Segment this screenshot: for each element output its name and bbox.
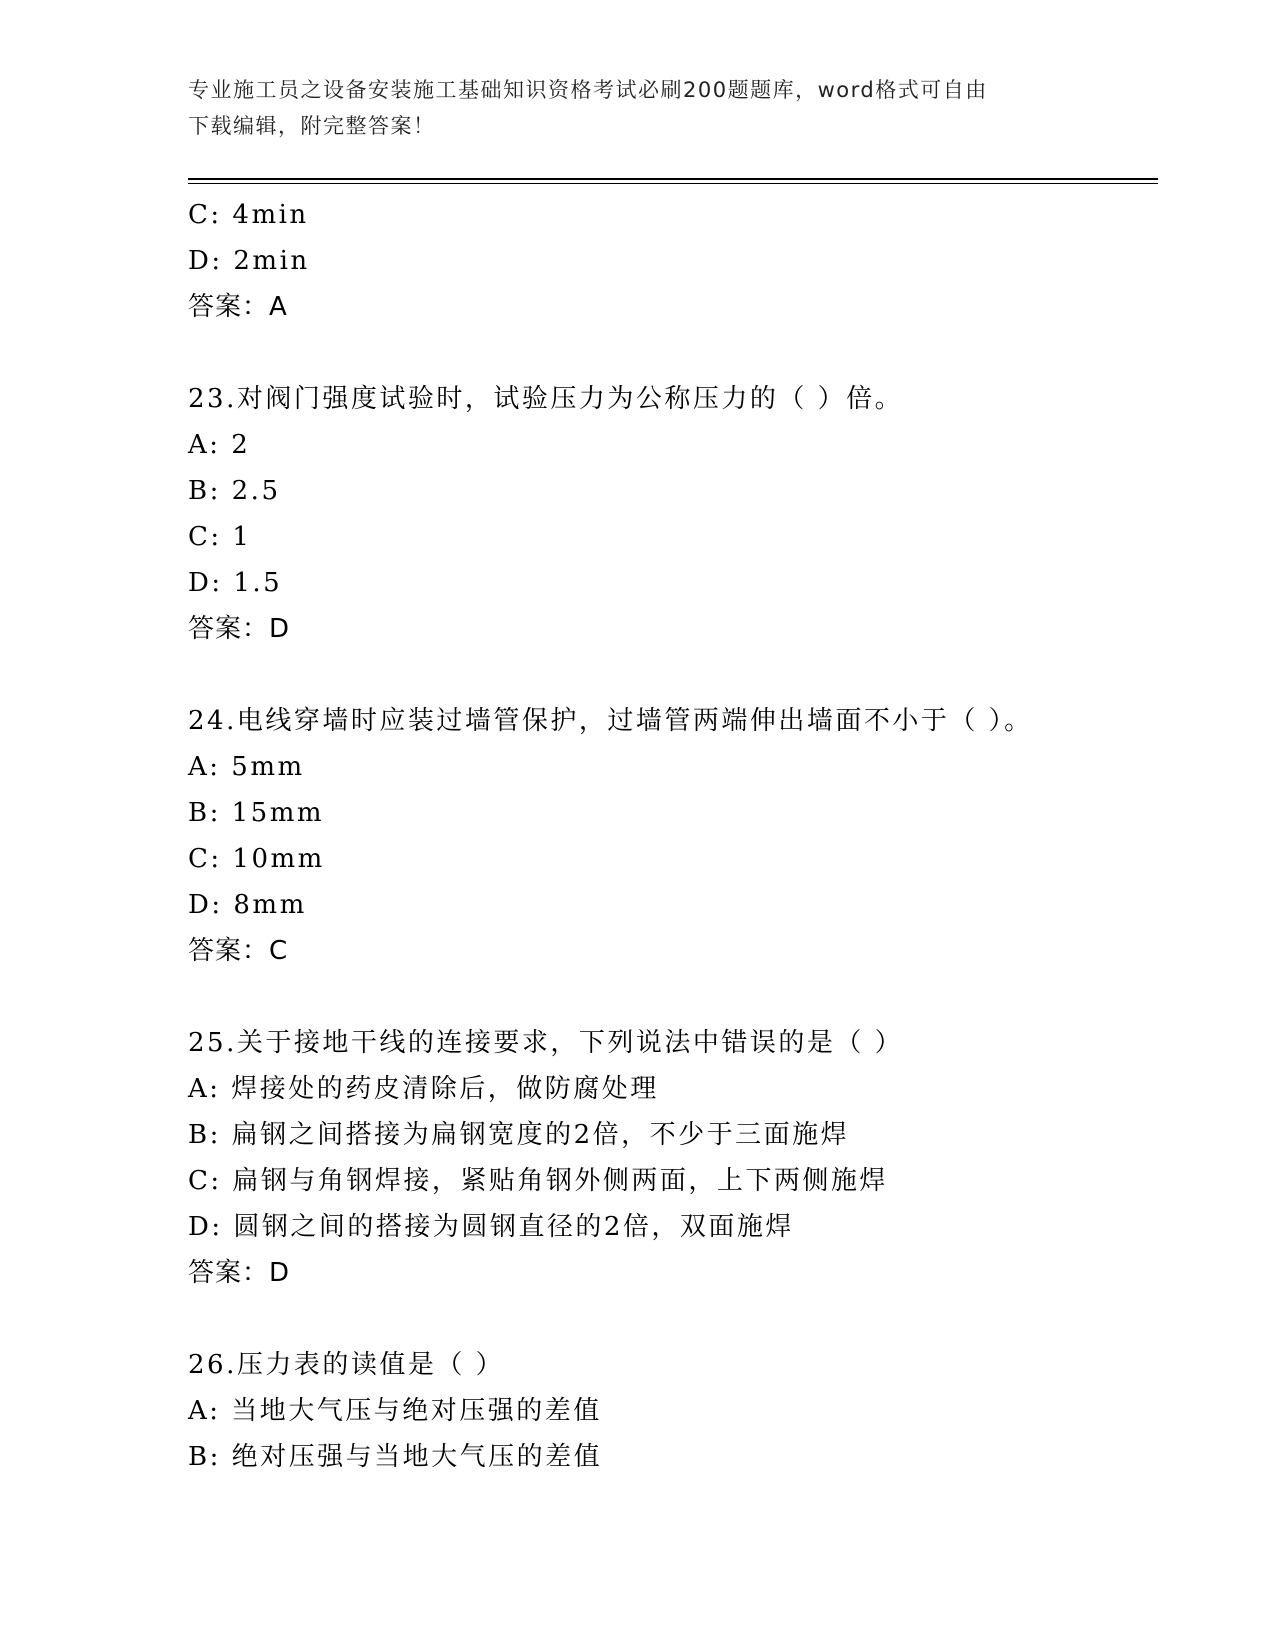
- option-d: D: 圆钢之间的搭接为圆钢直径的2倍，双面施焊: [188, 1212, 794, 1242]
- option-d: D: 1.5: [188, 568, 283, 598]
- option-a: A: 5mm: [188, 752, 305, 782]
- question-23: [188, 376, 1158, 652]
- option-c: C: 10mm: [188, 844, 325, 874]
- option-a: A: 2: [188, 430, 251, 460]
- option-d: D: 8mm: [188, 890, 307, 920]
- option-a: A: 焊接处的药皮清除后，做防腐处理: [188, 1074, 659, 1104]
- question-text: 25.关于接地干线的连接要求，下列说法中错误的是（ ）: [188, 1028, 904, 1058]
- option-b: B: 扁钢之间搭接为扁钢宽度的2倍，不少于三面施焊: [188, 1120, 850, 1150]
- spacer: [188, 652, 1158, 698]
- option-b: B: 绝对压强与当地大气压的差值: [188, 1442, 603, 1472]
- question-24: [188, 698, 1158, 974]
- option-c: C: 1: [188, 522, 252, 552]
- spacer: [188, 1296, 1158, 1342]
- question-text: 24.电线穿墙时应装过墙管保护，过墙管两端伸出墙面不小于（ ）。: [188, 706, 1033, 736]
- header-divider-thick: [188, 178, 1158, 180]
- question-text: 26.压力表的读值是（ ）: [188, 1350, 505, 1380]
- header-title-line-2: 下载编辑，附完整答案！: [188, 114, 436, 138]
- question-list: [188, 192, 1158, 1480]
- header-divider-thin: [188, 183, 1158, 184]
- document-header: [188, 72, 1088, 144]
- question-text: 23.对阀门强度试验时，试验压力为公称压力的（ ）倍。: [188, 384, 904, 414]
- option-b: B: 15mm: [188, 798, 325, 828]
- question-22: [188, 192, 1158, 330]
- question-26: [188, 1342, 1158, 1480]
- answer-line: 答案：A: [188, 292, 288, 322]
- answer-line: 答案：C: [188, 936, 289, 966]
- answer-line: 答案：D: [188, 614, 291, 644]
- spacer: [188, 974, 1158, 1020]
- option-c: C: 扁钢与角钢焊接，紧贴角钢外侧两面，上下两侧施焊: [188, 1166, 888, 1196]
- option-c: C: 4min: [188, 200, 309, 230]
- header-title-line-1: 专业施工员之设备安装施工基础知识资格考试必刷200题题库，word格式可自由: [188, 78, 988, 102]
- question-25: [188, 1020, 1158, 1296]
- option-b: B: 2.5: [188, 476, 281, 506]
- answer-line: 答案：D: [188, 1258, 291, 1288]
- option-d: D: 2min: [188, 246, 310, 276]
- spacer: [188, 330, 1158, 376]
- option-a: A: 当地大气压与绝对压强的差值: [188, 1396, 602, 1426]
